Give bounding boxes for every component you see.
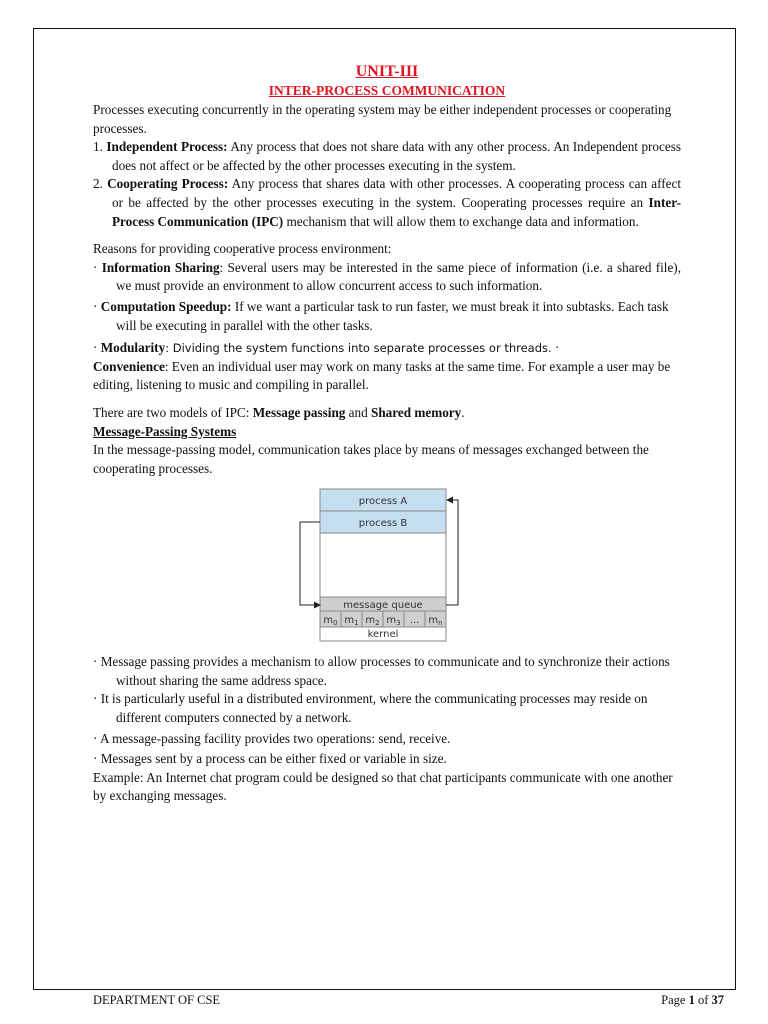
footer-department: DEPARTMENT OF CSE [93,993,221,1007]
reasons-intro: Reasons for providing cooperative process environment: [93,241,392,257]
section-heading-message-passing: Message-Passing Systems [93,423,237,439]
footer-page-number: Page 1 of 37 [661,993,724,1007]
message-cell-label: $m_2$ [365,615,380,628]
page-title: UNIT-III [355,63,419,80]
message-passing-intro: In the message-passing model, communication takes place by means of messages exchanged between the cooperating processes. [93,442,649,476]
reason-modularity: · Modularity: Dividing the system functions into separate processes or threads. · [93,340,560,356]
process-a-label: process A [358,496,408,508]
document-body [93,62,681,806]
message-cell-label: $m_0$ [323,615,338,628]
list-item-independent: 1. Independent Process: Any process that does not share data with any other process. An Independent process does not affect or be affected by the other processes executing in the system. [93,139,681,173]
mp-point-2: · It is particularly useful in a distributed environment, where the communicating processes may reside on different computers connected by a network. [93,691,648,726]
mp-point-4: · Messages sent by a process can be either fixed or variable in size. [93,751,447,767]
example-paragraph: Example: An Internet chat program could be designed so that chat participants communicate with one another by exchanging messages. [93,769,673,804]
intro-paragraph: Processes executing concurrently in the operating system may be either independent processes or cooperating processes. [93,102,672,136]
reason-convenience: Convenience: Even an individual user may work on many tasks at the same time. For example a user may be editing, listening to music and compiling in parallel. [93,358,671,393]
message-cell-label: $m_1$ [344,615,359,628]
message-cell-label: $m_3$ [386,615,401,628]
send-arrow [300,522,320,605]
list-item-cooperating: 2. Cooperating Process: Any process that shares data with other processes. A cooperating process can affect or be affected by the other processes executing in the system. Cooperating processes require an Inter-Process Communication (IPC) mechanism that will allow them to exchange data and information. [93,176,682,229]
mp-point-3: · A message-passing facility provides two operations: send, receive. [93,730,451,746]
message-cell-label: ... [409,615,420,627]
reason-information-sharing: · Information Sharing: Several users may be interested in the same piece of information (i.e. a shared file), we must provide an environment to allow concurrent access to such information. [93,259,681,294]
receive-arrow [446,500,458,605]
kernel-label: kernel [367,629,399,641]
page-subtitle: INTER-PROCESS COMMUNICATION [268,83,506,98]
mp-point-1: · Message passing provides a mechanism to allow processes to communicate and to synchronize their actions without sharing the same address space. [93,654,670,688]
message-passing-diagram [287,485,467,645]
reason-computation-speedup: · Computation Speedup: If we want a particular task to run faster, we must break it into subtasks. Each task will be executing in parallel with the other tasks. [93,298,669,333]
message-cell-label: $m_n$ [428,615,443,628]
message-queue-label: message queue [343,600,423,612]
process-b-label: process B [358,518,408,530]
ipc-models: There are two models of IPC: Message passing and Shared memory. [93,404,465,420]
